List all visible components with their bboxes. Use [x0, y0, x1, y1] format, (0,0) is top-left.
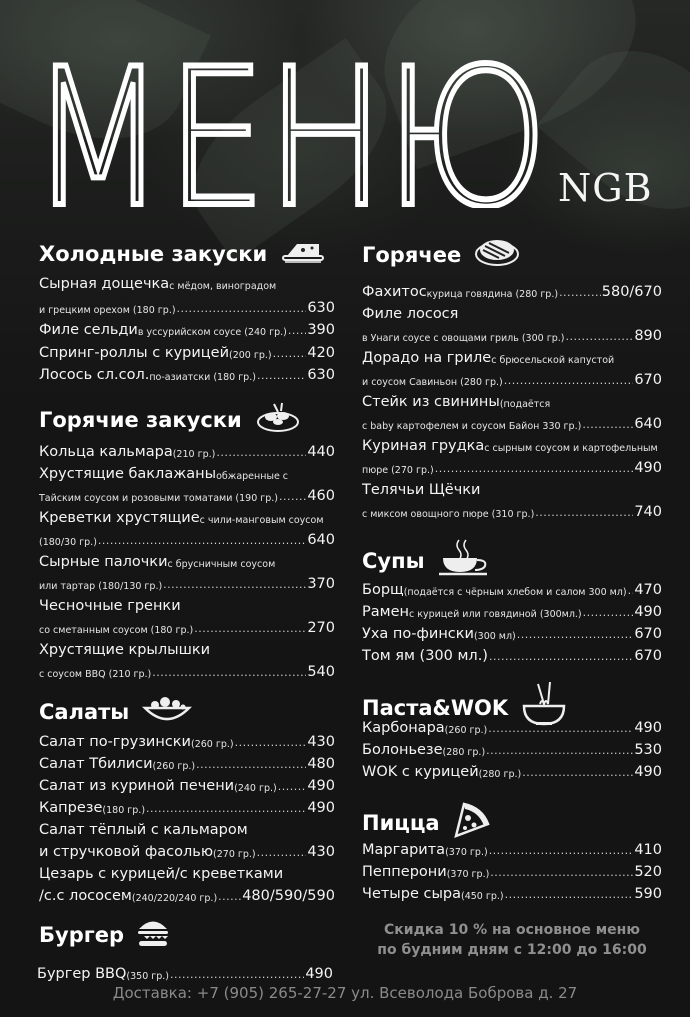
menu-title	[30, 30, 550, 208]
menu-item: Четыре сыра (450 гр.) ..... 590	[362, 882, 662, 902]
menu-title-text: МЕНЮ	[30, 30, 548, 208]
menu-item: Карбонара (260 гр.) ..... 490	[362, 716, 662, 736]
section-hot-snacks	[39, 400, 335, 680]
menu-item: Чесночные гренки	[39, 598, 181, 614]
menu-item: Креветки хрустящие с чили-манговым соусом	[39, 510, 324, 526]
menu-item: Лосось сл.сол. по-азиатски (180 гр.) ..... 630	[39, 363, 335, 383]
grilled-steak-icon	[473, 236, 521, 273]
cheese-board-icon	[279, 236, 327, 271]
promo-line: Скидка 10 % на основное меню	[384, 922, 640, 938]
menu-item: Бургер BBQ (350 гр.) ..... 490	[37, 962, 333, 982]
section-title: Холодные закуски	[39, 236, 335, 271]
menu-item: Цезарь с курицей/с креветками	[39, 866, 284, 882]
section-soups	[362, 538, 662, 664]
section-burger	[37, 916, 335, 982]
menu-item-line2: или тартар (180/130 гр.) ..... 370	[39, 572, 335, 592]
menu-item: Салат по-грузински (260 гр.) ..... 430	[39, 730, 335, 750]
menu-item-line2: (180/30 гр.) ..... 640	[39, 528, 335, 548]
section-salads	[39, 694, 335, 904]
menu-item-line2: /с.с лососем (240/220/240 гр.) ..... 480/590/590	[39, 884, 335, 904]
section-title: Паста&WOK	[362, 682, 662, 733]
menu-item: Болоньезе (280 гр.) ..... 530	[362, 738, 662, 758]
section-title: Супы	[362, 538, 662, 583]
menu-item: Пепперони (370 гр.) ..... 520	[362, 860, 662, 880]
menu-item: Том ям (300 мл.) ..... 670	[362, 644, 662, 664]
menu-item: Фахитос курица говядина (280 гр.) ..... 580/670	[362, 280, 662, 300]
menu-item-line2: пюре (270 гр.) ..... 490	[362, 456, 662, 476]
menu-item: Салат Тбилиси (260 гр.) ..... 480	[39, 752, 335, 772]
menu-item-line2: с baby картофелем и соусом Байон 330 гр.) ..... 640	[362, 412, 662, 432]
section-pizza	[362, 800, 662, 902]
menu-item: Кольца кальмара (210 гр.) ..... 440	[39, 440, 335, 460]
menu-item: Уха по-фински (300 мл) ..... 670	[362, 622, 662, 642]
burger-icon	[136, 916, 170, 953]
soup-cup-icon	[437, 538, 491, 583]
menu-item: Борщ (подаётся с чёрным хлебом и салом 300 мл) ..... 470	[362, 578, 662, 598]
section-title: Пицца	[362, 800, 662, 845]
menu-item-line2: Тайским соусом и розовыми томатами (190 гр.) ..... 460	[39, 484, 335, 504]
section-title: Горячее	[362, 236, 662, 273]
menu-item-line2: с миксом овощного пюре (310 гр.) ..... 740	[362, 500, 662, 520]
menu-item: Капрезе (180 гр.) ..... 490	[39, 796, 335, 816]
menu-item: Рамен с курицей или говядиной (300мл.) ..... 490	[362, 600, 662, 620]
menu-item: Салат тёплый с кальмаром	[39, 822, 248, 838]
menu-item-line2: с соусом BBQ (210 гр.) ..... 540	[39, 660, 335, 680]
menu-item: Куриная грудка с сырным соусом и картофельным	[362, 438, 658, 454]
menu-item: Сырная дощечка с мёдом, виноградом	[39, 276, 277, 292]
brand-logo: NGB	[558, 166, 653, 210]
menu-item-line2: в Унаги соусе с овощами гриль (300 гр.) ..... 890	[362, 324, 662, 344]
menu-item: Спринг-роллы с курицей (200 гр.) ..... 420	[39, 341, 335, 361]
menu-item: Стейк из свинины (подаётся	[362, 394, 551, 410]
menu-item-line2: и соусом Савиньон (280 гр.) ..... 670	[362, 368, 662, 388]
menu-item: Салат из куриной печени (240 гр.) ..... 490	[39, 774, 335, 794]
menu-item: WOK с курицей (280 гр.) ..... 490	[362, 760, 662, 780]
menu-item: Дорадо на гриле с брюсельской капустой	[362, 350, 615, 366]
menu-item-line2: и грецким орехом (180 гр.) ..... 630	[39, 296, 335, 316]
menu-item-line2: со сметанным соусом (180 гр.) ..... 270	[39, 616, 335, 636]
section-cold-snacks	[39, 236, 335, 383]
menu-item: Филе лосося	[362, 306, 459, 322]
menu-item: Филе сельди в уссурийском соусе (240 гр.) ..... 390	[39, 318, 335, 338]
menu-item: Хрустящие баклажаны обжаренные с	[39, 466, 289, 482]
salad-bowl-icon	[141, 694, 193, 729]
menu-item: Сырные палочки с брусничным соусом	[39, 554, 276, 570]
delivery-footer: Доставка: +7 (905) 265-27-27 ул. Всеволода Боброва д. 27	[112, 984, 578, 1002]
section-pasta-wok	[362, 682, 662, 780]
section-title: Горячие закуски	[39, 400, 335, 439]
section-title: Бургер	[39, 916, 335, 953]
section-hot-dishes	[362, 236, 662, 520]
menu-item: Телячьи Щёчки	[362, 482, 481, 498]
menu-item: Хрустящие крылышки	[39, 642, 211, 658]
section-title: Салаты	[39, 694, 335, 729]
menu-item: Маргарита (370 гр.) ..... 410	[362, 838, 662, 858]
promo-note	[362, 920, 662, 960]
fried-snacks-icon	[254, 400, 302, 439]
promo-line: по будним дням с 12:00 до 16:00	[377, 942, 647, 958]
menu-item-line2: и стручковой фасолью (270 гр.) ..... 430	[39, 840, 335, 860]
